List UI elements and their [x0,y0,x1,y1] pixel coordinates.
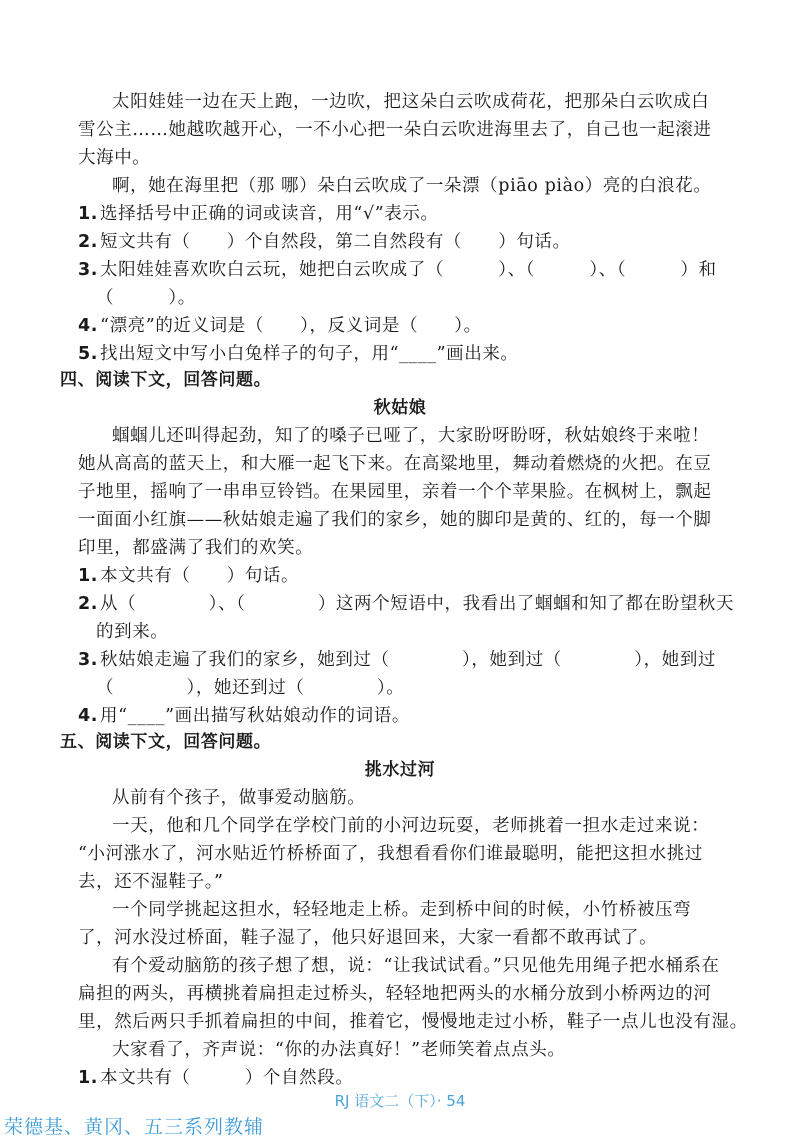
passage-line: 了，河水没过桥面，鞋子湿了，他只好退回来，大家一看都不敢再试了。 [78,928,658,948]
question-1 [78,1064,718,1092]
question-2-continued [94,618,734,646]
passage-line: 子地里，摇响了一串串豆铃铛。在果园里，亲着一个个苹果脸。在枫树上，飘起 [78,482,712,502]
passage-line: 有个爱动脑筋的孩子想了想，说：“让我试试看。”只见他先用绳子把水桶系在 [112,956,720,976]
passage-line: 印里，都盛满了我们的欢笑。 [78,538,314,558]
passage-line: 扁担的两头，再横挑着扁担走过桥头，轻轻地把两头的水桶分放到小桥两边的河 [78,984,712,1004]
question-number: 1. [78,1068,99,1088]
question-2 [78,228,718,256]
question-text: 太阳娃娃喜欢吹白云玩，她把白云吹成了（ ）、（ ）、（ ）和 [100,260,717,280]
question-number: 5. [78,344,99,364]
question-3-continued [94,674,734,702]
passage-line: 去，还不湿鞋子。” [78,872,224,892]
question-text: （ ），她还到过（ ）。 [96,678,405,698]
question-number: 2. [78,594,99,614]
passage-title: 秋姑娘 [373,398,427,418]
question-1 [78,562,718,590]
question-number: 1. [78,204,99,224]
passage-line: 蝈蝈儿还叫得起劲，知了的嗓子已哑了，大家盼呀盼呀，秋姑娘终于来啦！ [112,426,710,446]
question-number: 4. [78,706,99,726]
question-3 [78,646,718,674]
passage-line: 一面面小红旗——秋姑娘走遍了我们的家乡，她的脚印是黄的、红的，每一个脚 [78,510,712,530]
page-footer: RJ 语文二（下）· 54 [334,1092,466,1110]
passage-line: 一天，他和几个同学在学校门前的小河边玩耍，老师挑着一担水走过来说： [112,816,710,836]
question-text: 本文共有（ ）个自然段。 [100,1068,354,1088]
question-text: 用“____”画出描写秋姑娘动作的词语。 [100,706,410,726]
section-heading: 四、阅读下文，回答问题。 [60,370,272,390]
passage-title: 挑水过河 [364,760,436,780]
question-text: 从（ ）、（ ）这两个短语中，我看出了蝈蝈和知了都在盼望秋天 [100,594,735,614]
passage-line: 大家看了，齐声说：“你的办法真好！”老师笑着点点头。 [112,1040,566,1060]
question-text: 短文共有（ ）个自然段，第二自然段有（ ）句话。 [100,232,571,252]
question-5 [78,340,718,368]
question-4 [78,312,718,340]
passage-line: 啊，她在海里把（那 哪）朵白云吹成了一朵漂（piāo piào）亮的白浪花。 [112,176,712,196]
passage-line: 她从高高的蓝天上，和大雁一起飞下来。在高粱地里，舞动着燃烧的火把。在豆 [78,454,712,474]
passage-line: 从前有个孩子，做事爱动脑筋。 [112,788,366,808]
question-text: （ ）。 [96,288,196,308]
question-4 [78,702,718,730]
question-number: 3. [78,650,99,670]
section-heading: 五、阅读下文，回答问题。 [60,732,272,752]
question-text: 秋姑娘走遍了我们的家乡，她到过（ ），她到过（ ），她到过 [100,650,717,670]
question-number: 2. [78,232,99,252]
passage-line: 太阳娃娃一边在天上跑，一边吹，把这朵白云吹成荷花，把那朵白云吹成白 [112,92,710,112]
passage-line: 里，然后两只手抓着扁担的中间，推着它，慢慢地走过小桥，鞋子一点儿也没有湿。 [78,1012,748,1032]
question-text: 的到来。 [96,622,169,642]
brand-watermark: 荣德基、黄冈、五三系列教辅 [4,1116,265,1138]
passage-line: 一个同学挑起这担水，轻轻地走上桥。走到桥中间的时候，小竹桥被压弯 [112,900,692,920]
question-1 [78,200,718,228]
question-text: “漂亮”的近义词是（ ），反义词是（ ）。 [100,316,482,336]
question-3 [78,256,718,284]
passage-line: “小河涨水了，河水贴近竹桥桥面了，我想看看你们谁最聪明，能把这担水挑过 [78,844,703,864]
question-2 [78,590,735,618]
question-text: 找出短文中写小白兔样子的句子，用“____”画出来。 [100,344,519,364]
question-text: 选择括号中正确的词或读音，用“√”表示。 [100,204,439,224]
passage-line: 大海中。 [78,148,151,168]
passage-line: 雪公主……她越吹越开心，一不小心把一朵白云吹进海里去了，自己也一起滚进 [78,120,712,140]
question-number: 3. [78,260,99,280]
question-text: 本文共有（ ）句话。 [100,566,300,586]
question-3-continued [94,284,734,312]
question-number: 4. [78,316,99,336]
question-number: 1. [78,566,99,586]
